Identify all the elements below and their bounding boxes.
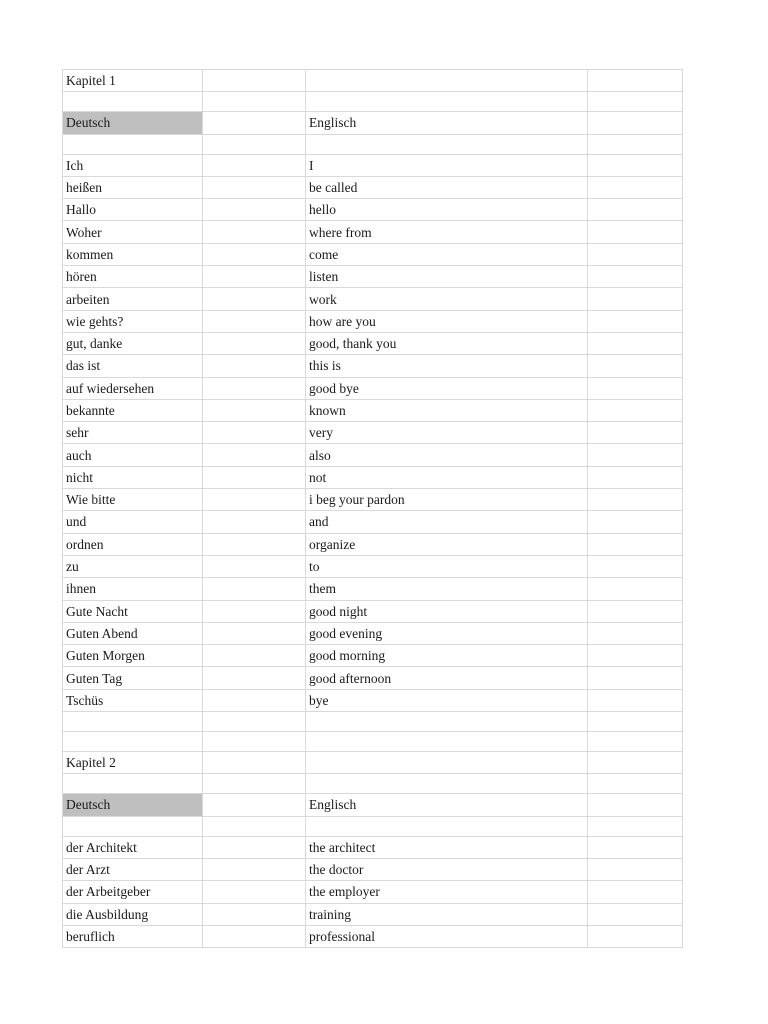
vocab-row — [63, 176, 683, 198]
vocab-row — [63, 243, 683, 265]
empty-cell[interactable] — [306, 712, 588, 732]
german-word[interactable]: zu — [63, 555, 203, 577]
vocab-row — [63, 355, 683, 377]
empty-cell[interactable] — [203, 466, 306, 488]
empty-cell[interactable] — [588, 92, 683, 112]
german-word[interactable]: Gute Nacht — [63, 600, 203, 622]
vocab-row — [63, 310, 683, 332]
empty-cell[interactable] — [588, 645, 683, 667]
english-word[interactable]: good night — [306, 600, 588, 622]
empty-cell[interactable] — [588, 176, 683, 198]
empty-cell[interactable] — [203, 752, 306, 774]
english-word[interactable]: this is — [306, 355, 588, 377]
vocab-row — [63, 489, 683, 511]
empty-cell[interactable] — [203, 355, 306, 377]
empty-cell[interactable] — [588, 925, 683, 947]
empty-cell[interactable] — [203, 444, 306, 466]
empty-cell[interactable] — [203, 794, 306, 816]
empty-cell[interactable] — [203, 266, 306, 288]
vocab-row — [63, 645, 683, 667]
empty-cell[interactable] — [588, 511, 683, 533]
english-word[interactable]: to — [306, 555, 588, 577]
empty-cell[interactable] — [588, 816, 683, 836]
empty-cell[interactable] — [588, 243, 683, 265]
empty-cell[interactable] — [203, 489, 306, 511]
vocab-row — [63, 925, 683, 947]
empty-row — [63, 816, 683, 836]
english-word[interactable]: organize — [306, 533, 588, 555]
english-word[interactable]: good bye — [306, 377, 588, 399]
empty-cell[interactable] — [588, 732, 683, 752]
german-word[interactable]: hören — [63, 266, 203, 288]
empty-cell[interactable] — [203, 134, 306, 154]
empty-cell[interactable] — [203, 154, 306, 176]
vocab-row — [63, 600, 683, 622]
empty-cell[interactable] — [588, 774, 683, 794]
empty-cell[interactable] — [588, 154, 683, 176]
empty-cell[interactable] — [203, 816, 306, 836]
empty-cell[interactable] — [203, 836, 306, 858]
empty-cell[interactable] — [203, 92, 306, 112]
empty-cell[interactable] — [203, 858, 306, 880]
german-word[interactable]: wie gehts? — [63, 310, 203, 332]
german-word[interactable]: Guten Morgen — [63, 645, 203, 667]
empty-cell[interactable] — [588, 134, 683, 154]
empty-cell[interactable] — [588, 555, 683, 577]
vocab-row — [63, 689, 683, 711]
german-word[interactable]: das ist — [63, 355, 203, 377]
header-deutsch[interactable]: Deutsch — [63, 112, 203, 134]
empty-cell[interactable] — [306, 774, 588, 794]
vocabulary-sheet — [62, 69, 683, 948]
empty-cell[interactable] — [588, 422, 683, 444]
german-word[interactable]: der Architekt — [63, 836, 203, 858]
german-word[interactable]: Guten Abend — [63, 622, 203, 644]
empty-cell[interactable] — [306, 752, 588, 774]
vocab-row — [63, 154, 683, 176]
german-word[interactable]: arbeiten — [63, 288, 203, 310]
empty-cell[interactable] — [588, 112, 683, 134]
empty-cell[interactable] — [203, 622, 306, 644]
empty-cell[interactable] — [203, 377, 306, 399]
english-word[interactable]: listen — [306, 266, 588, 288]
german-word[interactable]: Ich — [63, 154, 203, 176]
english-word[interactable]: professional — [306, 925, 588, 947]
empty-cell[interactable] — [588, 399, 683, 421]
english-word[interactable]: good afternoon — [306, 667, 588, 689]
english-word[interactable]: I — [306, 154, 588, 176]
empty-cell[interactable] — [203, 667, 306, 689]
english-word[interactable]: bye — [306, 689, 588, 711]
german-word[interactable]: bekannte — [63, 399, 203, 421]
empty-cell[interactable] — [203, 689, 306, 711]
header-row — [63, 112, 683, 134]
german-word[interactable]: und — [63, 511, 203, 533]
empty-row — [63, 774, 683, 794]
empty-cell[interactable] — [306, 70, 588, 92]
empty-row — [63, 732, 683, 752]
german-word[interactable]: kommen — [63, 243, 203, 265]
vocab-row — [63, 622, 683, 644]
empty-cell[interactable] — [203, 555, 306, 577]
empty-cell[interactable] — [588, 332, 683, 354]
empty-cell[interactable] — [203, 511, 306, 533]
empty-cell[interactable] — [63, 712, 203, 732]
empty-cell[interactable] — [588, 858, 683, 880]
vocab-row — [63, 903, 683, 925]
empty-cell[interactable] — [588, 444, 683, 466]
empty-cell[interactable] — [588, 199, 683, 221]
german-word[interactable]: beruflich — [63, 925, 203, 947]
empty-cell[interactable] — [203, 243, 306, 265]
english-word[interactable]: i beg your pardon — [306, 489, 588, 511]
empty-cell[interactable] — [588, 355, 683, 377]
german-word[interactable]: auch — [63, 444, 203, 466]
english-word[interactable]: good morning — [306, 645, 588, 667]
empty-cell[interactable] — [588, 377, 683, 399]
chapter-title[interactable]: Kapitel 1 — [63, 70, 203, 92]
empty-cell[interactable] — [588, 466, 683, 488]
empty-cell[interactable] — [203, 422, 306, 444]
german-word[interactable]: sehr — [63, 422, 203, 444]
empty-cell[interactable] — [203, 732, 306, 752]
empty-cell[interactable] — [306, 816, 588, 836]
empty-cell[interactable] — [203, 578, 306, 600]
empty-cell[interactable] — [588, 600, 683, 622]
german-word[interactable]: gut, danke — [63, 332, 203, 354]
vocab-row — [63, 266, 683, 288]
english-word[interactable]: them — [306, 578, 588, 600]
german-word[interactable]: die Ausbildung — [63, 903, 203, 925]
german-word[interactable]: der Arbeitgeber — [63, 881, 203, 903]
english-word[interactable]: hello — [306, 199, 588, 221]
vocab-row — [63, 332, 683, 354]
empty-cell[interactable] — [306, 92, 588, 112]
vocab-row — [63, 511, 683, 533]
german-word[interactable]: heißen — [63, 176, 203, 198]
vocab-row — [63, 288, 683, 310]
empty-cell[interactable] — [203, 774, 306, 794]
english-word[interactable]: not — [306, 466, 588, 488]
empty-cell[interactable] — [588, 836, 683, 858]
empty-cell[interactable] — [588, 903, 683, 925]
english-word[interactable]: work — [306, 288, 588, 310]
vocab-row — [63, 836, 683, 858]
chapter-title-row — [63, 70, 683, 92]
empty-cell[interactable] — [203, 925, 306, 947]
chapter-title[interactable]: Kapitel 2 — [63, 752, 203, 774]
empty-row — [63, 712, 683, 732]
empty-cell[interactable] — [203, 332, 306, 354]
empty-cell[interactable] — [588, 752, 683, 774]
header-englisch[interactable]: Englisch — [306, 794, 588, 816]
empty-cell[interactable] — [203, 310, 306, 332]
empty-cell[interactable] — [588, 667, 683, 689]
empty-cell[interactable] — [63, 732, 203, 752]
german-word[interactable]: Wie bitte — [63, 489, 203, 511]
english-word[interactable]: the employer — [306, 881, 588, 903]
empty-cell[interactable] — [588, 533, 683, 555]
empty-cell[interactable] — [588, 622, 683, 644]
empty-cell[interactable] — [588, 288, 683, 310]
english-word[interactable]: and — [306, 511, 588, 533]
vocab-row — [63, 199, 683, 221]
sheet-body — [63, 70, 683, 948]
empty-cell[interactable] — [203, 881, 306, 903]
english-word[interactable]: very — [306, 422, 588, 444]
english-word[interactable]: where from — [306, 221, 588, 243]
english-word[interactable]: good, thank you — [306, 332, 588, 354]
english-word[interactable]: also — [306, 444, 588, 466]
empty-cell[interactable] — [203, 533, 306, 555]
english-word[interactable]: training — [306, 903, 588, 925]
german-word[interactable]: auf wiedersehen — [63, 377, 203, 399]
empty-cell[interactable] — [588, 712, 683, 732]
empty-cell[interactable] — [63, 816, 203, 836]
empty-cell[interactable] — [588, 881, 683, 903]
empty-cell[interactable] — [203, 288, 306, 310]
empty-cell[interactable] — [203, 399, 306, 421]
empty-cell[interactable] — [588, 266, 683, 288]
german-word[interactable]: nicht — [63, 466, 203, 488]
header-row — [63, 794, 683, 816]
vocab-row — [63, 466, 683, 488]
german-word[interactable]: ordnen — [63, 533, 203, 555]
vocab-row — [63, 858, 683, 880]
empty-cell[interactable] — [588, 70, 683, 92]
empty-row — [63, 92, 683, 112]
empty-cell[interactable] — [306, 134, 588, 154]
german-word[interactable]: ihnen — [63, 578, 203, 600]
vocab-row — [63, 533, 683, 555]
vocab-row — [63, 221, 683, 243]
english-word[interactable]: the architect — [306, 836, 588, 858]
empty-cell[interactable] — [203, 221, 306, 243]
empty-cell[interactable] — [588, 578, 683, 600]
empty-cell[interactable] — [63, 92, 203, 112]
empty-cell[interactable] — [203, 600, 306, 622]
english-word[interactable]: known — [306, 399, 588, 421]
empty-cell[interactable] — [203, 903, 306, 925]
empty-cell[interactable] — [588, 689, 683, 711]
german-word[interactable]: Tschüs — [63, 689, 203, 711]
empty-cell[interactable] — [203, 176, 306, 198]
empty-cell[interactable] — [203, 199, 306, 221]
english-word[interactable]: good evening — [306, 622, 588, 644]
vocab-row — [63, 555, 683, 577]
english-word[interactable]: come — [306, 243, 588, 265]
empty-cell[interactable] — [588, 221, 683, 243]
empty-row — [63, 134, 683, 154]
german-word[interactable]: Woher — [63, 221, 203, 243]
empty-cell[interactable] — [588, 794, 683, 816]
vocab-row — [63, 399, 683, 421]
vocab-row — [63, 444, 683, 466]
chapter-title-row — [63, 752, 683, 774]
vocab-row — [63, 377, 683, 399]
vocab-row — [63, 422, 683, 444]
english-word[interactable]: the doctor — [306, 858, 588, 880]
empty-cell[interactable] — [306, 732, 588, 752]
german-word[interactable]: Hallo — [63, 199, 203, 221]
empty-cell[interactable] — [203, 645, 306, 667]
empty-cell[interactable] — [203, 70, 306, 92]
vocab-row — [63, 578, 683, 600]
empty-cell[interactable] — [588, 310, 683, 332]
empty-cell[interactable] — [63, 774, 203, 794]
empty-cell[interactable] — [63, 134, 203, 154]
german-word[interactable]: Guten Tag — [63, 667, 203, 689]
vocab-row — [63, 667, 683, 689]
english-word[interactable]: how are you — [306, 310, 588, 332]
header-deutsch[interactable]: Deutsch — [63, 794, 203, 816]
empty-cell[interactable] — [588, 489, 683, 511]
empty-cell[interactable] — [203, 712, 306, 732]
empty-cell[interactable] — [203, 112, 306, 134]
english-word[interactable]: be called — [306, 176, 588, 198]
vocab-row — [63, 881, 683, 903]
header-englisch[interactable]: Englisch — [306, 112, 588, 134]
german-word[interactable]: der Arzt — [63, 858, 203, 880]
